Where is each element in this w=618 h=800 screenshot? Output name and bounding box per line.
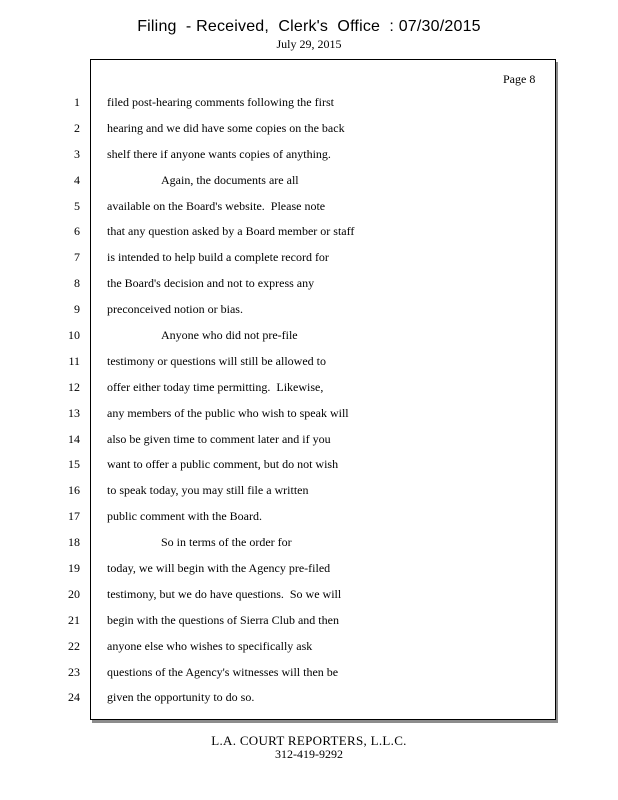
line-number: 14 bbox=[68, 431, 80, 446]
court-reporter-phone: 312-419-9292 bbox=[275, 747, 343, 761]
line-number: 15 bbox=[68, 457, 80, 472]
line-number: 6 bbox=[74, 224, 80, 239]
line-number: 8 bbox=[74, 276, 80, 291]
line-number: 19 bbox=[68, 561, 80, 576]
transcript-line: anyone else who wishes to specifically ask bbox=[107, 638, 313, 653]
transcript-line: Anyone who did not pre-file bbox=[161, 328, 298, 343]
line-number: 4 bbox=[74, 172, 80, 187]
line-number: 22 bbox=[68, 638, 80, 653]
transcript-line: offer either today time permitting. Likewise, bbox=[107, 379, 324, 394]
transcript-line: Again, the documents are all bbox=[161, 172, 299, 187]
line-number: 17 bbox=[68, 509, 80, 524]
line-number: 2 bbox=[74, 120, 80, 135]
line-number: 16 bbox=[68, 483, 80, 498]
line-number: 5 bbox=[74, 198, 80, 213]
transcript-line: want to offer a public comment, but do not wish bbox=[107, 457, 339, 472]
transcript-line: hearing and we did have some copies on the back bbox=[107, 120, 345, 135]
transcript-line: also be given time to comment later and if you bbox=[107, 431, 331, 446]
transcript-line: shelf there if anyone wants copies of anything. bbox=[107, 146, 331, 161]
line-number: 1 bbox=[74, 95, 80, 109]
transcript-line: given the opportunity to do so. bbox=[107, 690, 255, 705]
transcript-line: questions of the Agency's witnesses will then be bbox=[107, 664, 339, 679]
line-number: 20 bbox=[68, 586, 80, 601]
transcript-line: filed post-hearing comments following the first bbox=[107, 95, 334, 109]
transcript-line: today, we will begin with the Agency pre-filed bbox=[107, 561, 331, 576]
transcript-line: that any question asked by a Board member or staff bbox=[107, 224, 355, 239]
line-number: 7 bbox=[74, 250, 80, 265]
transcript-line: any members of the public who wish to speak will bbox=[107, 405, 349, 420]
line-number: 21 bbox=[68, 612, 80, 627]
line-number: 10 bbox=[68, 328, 80, 343]
filing-stamp: Filing - Received, Clerk's Office : 07/30/2015 bbox=[137, 18, 481, 35]
line-number-column bbox=[56, 94, 80, 715]
transcript-line: testimony or questions will still be allowed to bbox=[107, 353, 326, 368]
transcript-line: the Board's decision and not to express any bbox=[107, 276, 315, 291]
line-number: 23 bbox=[68, 664, 80, 679]
transcript-line: preconceived notion or bias. bbox=[107, 302, 243, 317]
transcript-line: is intended to help build a complete record for bbox=[107, 250, 329, 265]
transcript-line: public comment with the Board. bbox=[107, 509, 262, 524]
line-number: 13 bbox=[68, 405, 80, 420]
line-number: 11 bbox=[68, 353, 80, 368]
line-number: 18 bbox=[68, 535, 80, 550]
transcript-line: testimony, but we do have questions. So we will bbox=[107, 586, 342, 601]
transcript-line: available on the Board's website. Please note bbox=[107, 198, 326, 213]
line-number: 12 bbox=[68, 379, 80, 394]
line-number: 9 bbox=[74, 302, 80, 317]
court-reporter-name: L.A. COURT REPORTERS, L.L.C. bbox=[211, 733, 407, 748]
line-number: 3 bbox=[74, 146, 80, 161]
transcript-line: So in terms of the order for bbox=[161, 535, 292, 550]
page-number: Page 8 bbox=[503, 72, 536, 86]
transcript-body bbox=[107, 94, 547, 715]
hearing-date: July 29, 2015 bbox=[276, 37, 342, 51]
transcript-line: to speak today, you may still file a written bbox=[107, 483, 309, 498]
transcript-line: begin with the questions of Sierra Club and then bbox=[107, 612, 339, 627]
line-number: 24 bbox=[68, 690, 80, 705]
